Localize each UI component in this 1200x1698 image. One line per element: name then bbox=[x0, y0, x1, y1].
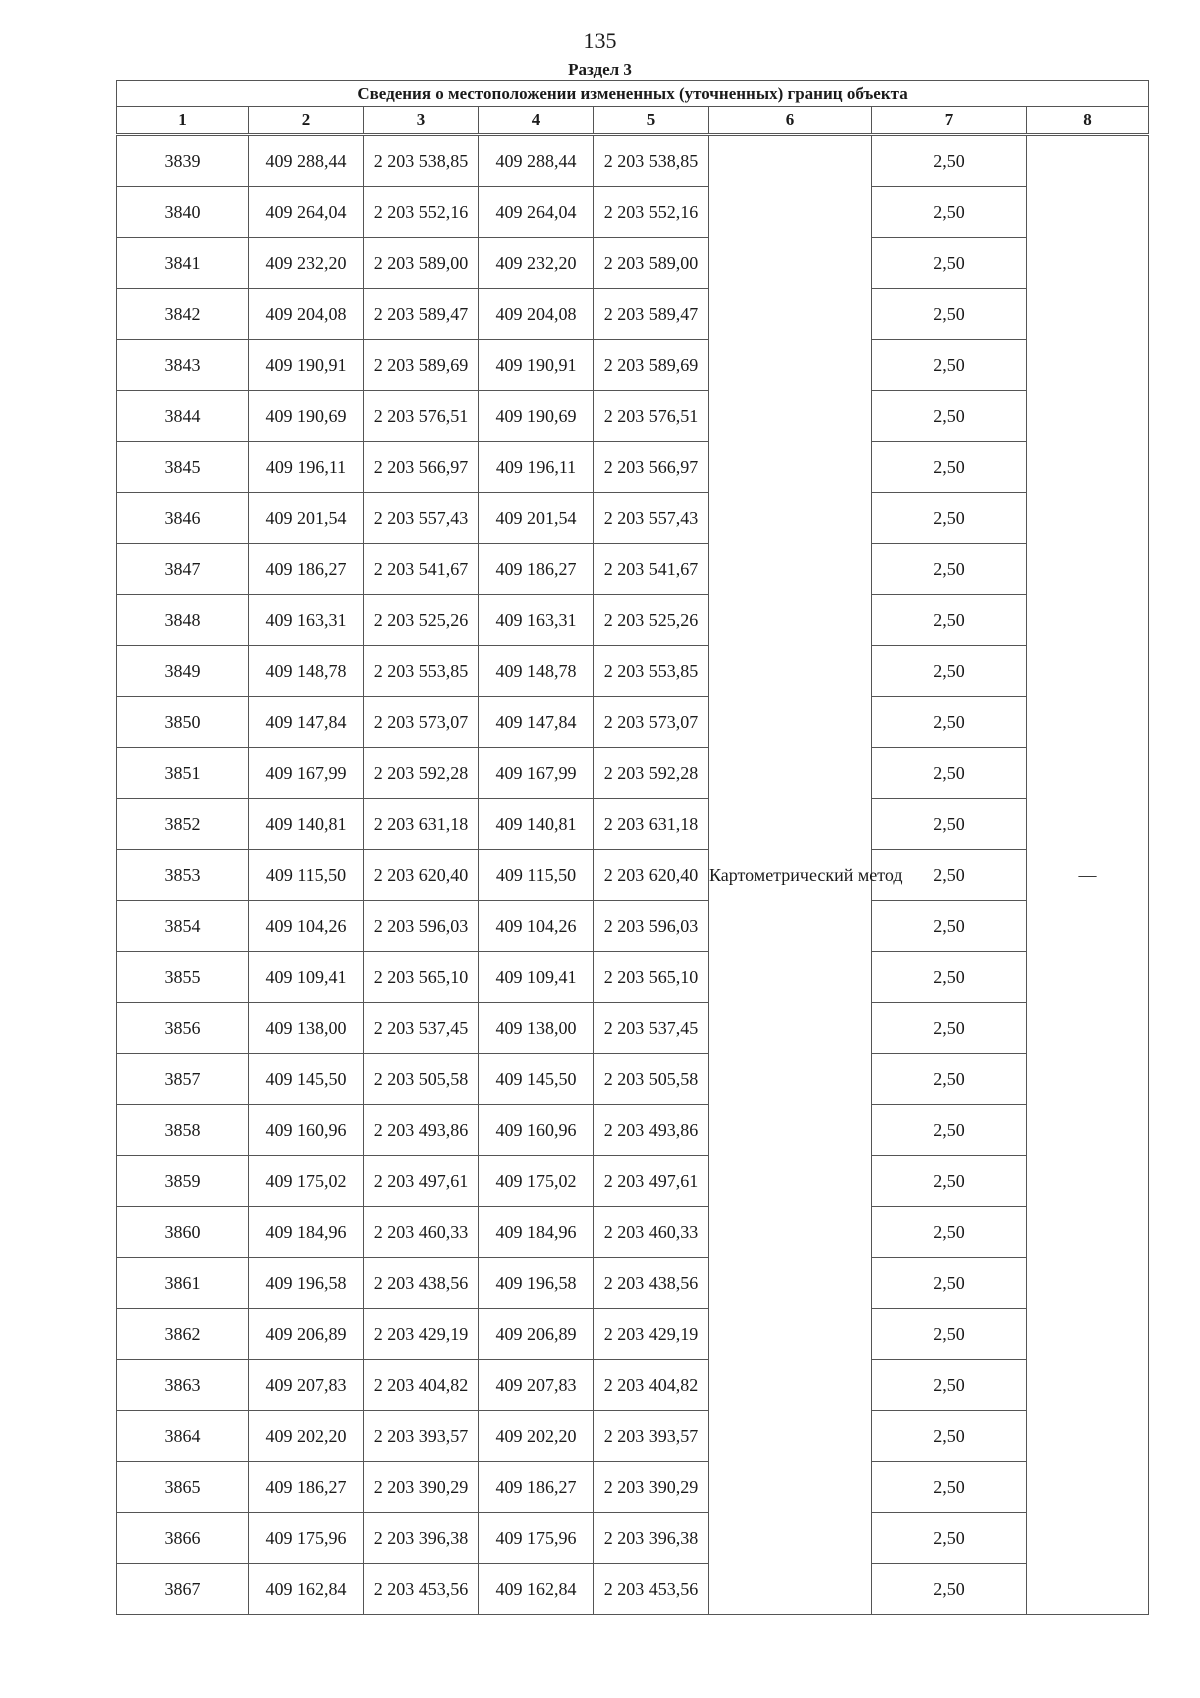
table-row bbox=[117, 442, 1149, 493]
x-new-cell: 409 148,78 bbox=[479, 646, 594, 697]
x-old-cell: 409 138,00 bbox=[249, 1003, 364, 1054]
point-number-cell: 3865 bbox=[117, 1462, 249, 1513]
accuracy-cell: 2,50 bbox=[872, 1309, 1027, 1360]
x-new-cell: 409 104,26 bbox=[479, 901, 594, 952]
x-old-cell: 409 162,84 bbox=[249, 1564, 364, 1615]
column-number-7: 7 bbox=[872, 107, 1027, 135]
y-new-cell: 2 203 537,45 bbox=[594, 1003, 709, 1054]
x-old-cell: 409 167,99 bbox=[249, 748, 364, 799]
point-number-cell: 3867 bbox=[117, 1564, 249, 1615]
table-row bbox=[117, 1258, 1149, 1309]
table-row bbox=[117, 1462, 1149, 1513]
x-old-cell: 409 232,20 bbox=[249, 238, 364, 289]
x-new-cell: 409 167,99 bbox=[479, 748, 594, 799]
x-new-cell: 409 204,08 bbox=[479, 289, 594, 340]
y-old-cell: 2 203 525,26 bbox=[364, 595, 479, 646]
y-new-cell: 2 203 541,67 bbox=[594, 544, 709, 595]
point-number-cell: 3842 bbox=[117, 289, 249, 340]
column-number-2: 2 bbox=[249, 107, 364, 135]
accuracy-cell: 2,50 bbox=[872, 238, 1027, 289]
x-new-cell: 409 175,02 bbox=[479, 1156, 594, 1207]
point-number-cell: 3852 bbox=[117, 799, 249, 850]
x-new-cell: 409 201,54 bbox=[479, 493, 594, 544]
column8-cell: — bbox=[1027, 135, 1149, 1615]
y-new-cell: 2 203 592,28 bbox=[594, 748, 709, 799]
column-number-6: 6 bbox=[709, 107, 872, 135]
x-new-cell: 409 206,89 bbox=[479, 1309, 594, 1360]
x-new-cell: 409 175,96 bbox=[479, 1513, 594, 1564]
x-new-cell: 409 190,91 bbox=[479, 340, 594, 391]
accuracy-cell: 2,50 bbox=[872, 544, 1027, 595]
y-new-cell: 2 203 429,19 bbox=[594, 1309, 709, 1360]
x-old-cell: 409 163,31 bbox=[249, 595, 364, 646]
x-old-cell: 409 175,02 bbox=[249, 1156, 364, 1207]
y-old-cell: 2 203 460,33 bbox=[364, 1207, 479, 1258]
y-new-cell: 2 203 396,38 bbox=[594, 1513, 709, 1564]
y-old-cell: 2 203 576,51 bbox=[364, 391, 479, 442]
x-old-cell: 409 206,89 bbox=[249, 1309, 364, 1360]
x-new-cell: 409 115,50 bbox=[479, 850, 594, 901]
y-old-cell: 2 203 538,85 bbox=[364, 135, 479, 187]
x-new-cell: 409 109,41 bbox=[479, 952, 594, 1003]
point-number-cell: 3848 bbox=[117, 595, 249, 646]
accuracy-cell: 2,50 bbox=[872, 442, 1027, 493]
accuracy-cell: 2,50 bbox=[872, 1054, 1027, 1105]
y-old-cell: 2 203 493,86 bbox=[364, 1105, 479, 1156]
accuracy-cell: 2,50 bbox=[872, 952, 1027, 1003]
x-old-cell: 409 190,69 bbox=[249, 391, 364, 442]
column-number-1: 1 bbox=[117, 107, 249, 135]
y-old-cell: 2 203 596,03 bbox=[364, 901, 479, 952]
accuracy-cell: 2,50 bbox=[872, 748, 1027, 799]
y-new-cell: 2 203 576,51 bbox=[594, 391, 709, 442]
y-old-cell: 2 203 557,43 bbox=[364, 493, 479, 544]
point-number-cell: 3866 bbox=[117, 1513, 249, 1564]
point-number-cell: 3845 bbox=[117, 442, 249, 493]
point-number-cell: 3841 bbox=[117, 238, 249, 289]
y-new-cell: 2 203 631,18 bbox=[594, 799, 709, 850]
x-old-cell: 409 140,81 bbox=[249, 799, 364, 850]
point-number-cell: 3856 bbox=[117, 1003, 249, 1054]
y-old-cell: 2 203 620,40 bbox=[364, 850, 479, 901]
accuracy-cell: 2,50 bbox=[872, 187, 1027, 238]
table-row bbox=[117, 135, 1149, 187]
x-old-cell: 409 190,91 bbox=[249, 340, 364, 391]
y-old-cell: 2 203 505,58 bbox=[364, 1054, 479, 1105]
y-old-cell: 2 203 404,82 bbox=[364, 1360, 479, 1411]
x-old-cell: 409 184,96 bbox=[249, 1207, 364, 1258]
y-old-cell: 2 203 453,56 bbox=[364, 1564, 479, 1615]
y-new-cell: 2 203 393,57 bbox=[594, 1411, 709, 1462]
column-number-row bbox=[117, 107, 1149, 135]
y-new-cell: 2 203 460,33 bbox=[594, 1207, 709, 1258]
x-old-cell: 409 196,58 bbox=[249, 1258, 364, 1309]
x-old-cell: 409 145,50 bbox=[249, 1054, 364, 1105]
table-row bbox=[117, 391, 1149, 442]
point-number-cell: 3846 bbox=[117, 493, 249, 544]
y-new-cell: 2 203 505,58 bbox=[594, 1054, 709, 1105]
y-old-cell: 2 203 390,29 bbox=[364, 1462, 479, 1513]
table-row bbox=[117, 1054, 1149, 1105]
accuracy-cell: 2,50 bbox=[872, 595, 1027, 646]
table-row bbox=[117, 646, 1149, 697]
y-old-cell: 2 203 631,18 bbox=[364, 799, 479, 850]
point-number-cell: 3855 bbox=[117, 952, 249, 1003]
table-row bbox=[117, 850, 1149, 901]
y-new-cell: 2 203 566,97 bbox=[594, 442, 709, 493]
accuracy-cell: 2,50 bbox=[872, 850, 1027, 901]
y-old-cell: 2 203 497,61 bbox=[364, 1156, 479, 1207]
point-number-cell: 3861 bbox=[117, 1258, 249, 1309]
accuracy-cell: 2,50 bbox=[872, 1513, 1027, 1564]
y-old-cell: 2 203 552,16 bbox=[364, 187, 479, 238]
accuracy-cell: 2,50 bbox=[872, 646, 1027, 697]
x-old-cell: 409 196,11 bbox=[249, 442, 364, 493]
table-row bbox=[117, 1360, 1149, 1411]
y-new-cell: 2 203 538,85 bbox=[594, 135, 709, 187]
x-new-cell: 409 202,20 bbox=[479, 1411, 594, 1462]
point-number-cell: 3843 bbox=[117, 340, 249, 391]
y-new-cell: 2 203 438,56 bbox=[594, 1258, 709, 1309]
accuracy-cell: 2,50 bbox=[872, 1207, 1027, 1258]
y-new-cell: 2 203 404,82 bbox=[594, 1360, 709, 1411]
y-new-cell: 2 203 497,61 bbox=[594, 1156, 709, 1207]
x-old-cell: 409 160,96 bbox=[249, 1105, 364, 1156]
x-new-cell: 409 184,96 bbox=[479, 1207, 594, 1258]
x-new-cell: 409 145,50 bbox=[479, 1054, 594, 1105]
y-old-cell: 2 203 565,10 bbox=[364, 952, 479, 1003]
table-row bbox=[117, 1003, 1149, 1054]
y-new-cell: 2 203 565,10 bbox=[594, 952, 709, 1003]
x-new-cell: 409 186,27 bbox=[479, 544, 594, 595]
x-old-cell: 409 109,41 bbox=[249, 952, 364, 1003]
y-new-cell: 2 203 589,69 bbox=[594, 340, 709, 391]
y-old-cell: 2 203 396,38 bbox=[364, 1513, 479, 1564]
y-old-cell: 2 203 566,97 bbox=[364, 442, 479, 493]
table-row bbox=[117, 1564, 1149, 1615]
column-number-3: 3 bbox=[364, 107, 479, 135]
x-old-cell: 409 207,83 bbox=[249, 1360, 364, 1411]
x-new-cell: 409 264,04 bbox=[479, 187, 594, 238]
y-old-cell: 2 203 589,69 bbox=[364, 340, 479, 391]
x-new-cell: 409 160,96 bbox=[479, 1105, 594, 1156]
x-old-cell: 409 186,27 bbox=[249, 1462, 364, 1513]
y-new-cell: 2 203 390,29 bbox=[594, 1462, 709, 1513]
accuracy-cell: 2,50 bbox=[872, 135, 1027, 187]
point-number-cell: 3851 bbox=[117, 748, 249, 799]
accuracy-cell: 2,50 bbox=[872, 1105, 1027, 1156]
table-row bbox=[117, 697, 1149, 748]
x-old-cell: 409 147,84 bbox=[249, 697, 364, 748]
y-old-cell: 2 203 553,85 bbox=[364, 646, 479, 697]
point-number-cell: 3847 bbox=[117, 544, 249, 595]
y-old-cell: 2 203 592,28 bbox=[364, 748, 479, 799]
x-old-cell: 409 186,27 bbox=[249, 544, 364, 595]
boundaries-table bbox=[116, 80, 1149, 1615]
accuracy-cell: 2,50 bbox=[872, 493, 1027, 544]
point-number-cell: 3853 bbox=[117, 850, 249, 901]
y-new-cell: 2 203 493,86 bbox=[594, 1105, 709, 1156]
table-row bbox=[117, 1411, 1149, 1462]
method-cell: Картометрический метод bbox=[709, 135, 872, 1615]
table-row bbox=[117, 1513, 1149, 1564]
x-old-cell: 409 204,08 bbox=[249, 289, 364, 340]
x-new-cell: 409 162,84 bbox=[479, 1564, 594, 1615]
y-new-cell: 2 203 596,03 bbox=[594, 901, 709, 952]
point-number-cell: 3840 bbox=[117, 187, 249, 238]
table-row bbox=[117, 748, 1149, 799]
y-new-cell: 2 203 453,56 bbox=[594, 1564, 709, 1615]
point-number-cell: 3839 bbox=[117, 135, 249, 187]
table-row bbox=[117, 238, 1149, 289]
point-number-cell: 3850 bbox=[117, 697, 249, 748]
point-number-cell: 3857 bbox=[117, 1054, 249, 1105]
accuracy-cell: 2,50 bbox=[872, 391, 1027, 442]
table-row bbox=[117, 340, 1149, 391]
x-new-cell: 409 207,83 bbox=[479, 1360, 594, 1411]
table-row bbox=[117, 1309, 1149, 1360]
x-old-cell: 409 104,26 bbox=[249, 901, 364, 952]
accuracy-cell: 2,50 bbox=[872, 1156, 1027, 1207]
x-old-cell: 409 201,54 bbox=[249, 493, 364, 544]
table-row bbox=[117, 1105, 1149, 1156]
table-body bbox=[117, 135, 1149, 1615]
x-new-cell: 409 140,81 bbox=[479, 799, 594, 850]
table-row bbox=[117, 289, 1149, 340]
y-new-cell: 2 203 620,40 bbox=[594, 850, 709, 901]
accuracy-cell: 2,50 bbox=[872, 1360, 1027, 1411]
table-row bbox=[117, 187, 1149, 238]
y-old-cell: 2 203 573,07 bbox=[364, 697, 479, 748]
point-number-cell: 3863 bbox=[117, 1360, 249, 1411]
table-row bbox=[117, 901, 1149, 952]
accuracy-cell: 2,50 bbox=[872, 697, 1027, 748]
x-old-cell: 409 264,04 bbox=[249, 187, 364, 238]
point-number-cell: 3849 bbox=[117, 646, 249, 697]
page-number: 135 bbox=[583, 28, 617, 53]
y-new-cell: 2 203 552,16 bbox=[594, 187, 709, 238]
accuracy-cell: 2,50 bbox=[872, 1462, 1027, 1513]
table-row bbox=[117, 1156, 1149, 1207]
table-row bbox=[117, 1207, 1149, 1258]
x-new-cell: 409 186,27 bbox=[479, 1462, 594, 1513]
x-new-cell: 409 196,11 bbox=[479, 442, 594, 493]
table-row bbox=[117, 952, 1149, 1003]
x-new-cell: 409 147,84 bbox=[479, 697, 594, 748]
x-new-cell: 409 163,31 bbox=[479, 595, 594, 646]
column-number-8: 8 bbox=[1027, 107, 1149, 135]
point-number-cell: 3860 bbox=[117, 1207, 249, 1258]
y-new-cell: 2 203 557,43 bbox=[594, 493, 709, 544]
x-old-cell: 409 175,96 bbox=[249, 1513, 364, 1564]
y-old-cell: 2 203 541,67 bbox=[364, 544, 479, 595]
x-old-cell: 409 202,20 bbox=[249, 1411, 364, 1462]
point-number-cell: 3862 bbox=[117, 1309, 249, 1360]
point-number-cell: 3858 bbox=[117, 1105, 249, 1156]
y-new-cell: 2 203 525,26 bbox=[594, 595, 709, 646]
x-old-cell: 409 148,78 bbox=[249, 646, 364, 697]
x-old-cell: 409 115,50 bbox=[249, 850, 364, 901]
y-old-cell: 2 203 537,45 bbox=[364, 1003, 479, 1054]
y-new-cell: 2 203 589,00 bbox=[594, 238, 709, 289]
accuracy-cell: 2,50 bbox=[872, 1003, 1027, 1054]
accuracy-cell: 2,50 bbox=[872, 289, 1027, 340]
accuracy-cell: 2,50 bbox=[872, 340, 1027, 391]
y-new-cell: 2 203 589,47 bbox=[594, 289, 709, 340]
y-old-cell: 2 203 438,56 bbox=[364, 1258, 479, 1309]
x-new-cell: 409 138,00 bbox=[479, 1003, 594, 1054]
accuracy-cell: 2,50 bbox=[872, 901, 1027, 952]
x-old-cell: 409 288,44 bbox=[249, 135, 364, 187]
y-new-cell: 2 203 573,07 bbox=[594, 697, 709, 748]
accuracy-cell: 2,50 bbox=[872, 1411, 1027, 1462]
table-row bbox=[117, 493, 1149, 544]
y-old-cell: 2 203 589,47 bbox=[364, 289, 479, 340]
point-number-cell: 3864 bbox=[117, 1411, 249, 1462]
point-number-cell: 3859 bbox=[117, 1156, 249, 1207]
x-new-cell: 409 232,20 bbox=[479, 238, 594, 289]
table-row bbox=[117, 799, 1149, 850]
accuracy-cell: 2,50 bbox=[872, 799, 1027, 850]
y-old-cell: 2 203 393,57 bbox=[364, 1411, 479, 1462]
column-number-5: 5 bbox=[594, 107, 709, 135]
section-title: Раздел 3 bbox=[568, 60, 632, 79]
accuracy-cell: 2,50 bbox=[872, 1258, 1027, 1309]
accuracy-cell: 2,50 bbox=[872, 1564, 1027, 1615]
x-new-cell: 409 190,69 bbox=[479, 391, 594, 442]
x-new-cell: 409 196,58 bbox=[479, 1258, 594, 1309]
point-number-cell: 3844 bbox=[117, 391, 249, 442]
table-row bbox=[117, 595, 1149, 646]
y-new-cell: 2 203 553,85 bbox=[594, 646, 709, 697]
point-number-cell: 3854 bbox=[117, 901, 249, 952]
y-old-cell: 2 203 429,19 bbox=[364, 1309, 479, 1360]
column-number-4: 4 bbox=[479, 107, 594, 135]
table-caption: Сведения о местоположении измененных (уточненных) границ объекта bbox=[117, 81, 1149, 107]
x-new-cell: 409 288,44 bbox=[479, 135, 594, 187]
table-row bbox=[117, 544, 1149, 595]
y-old-cell: 2 203 589,00 bbox=[364, 238, 479, 289]
